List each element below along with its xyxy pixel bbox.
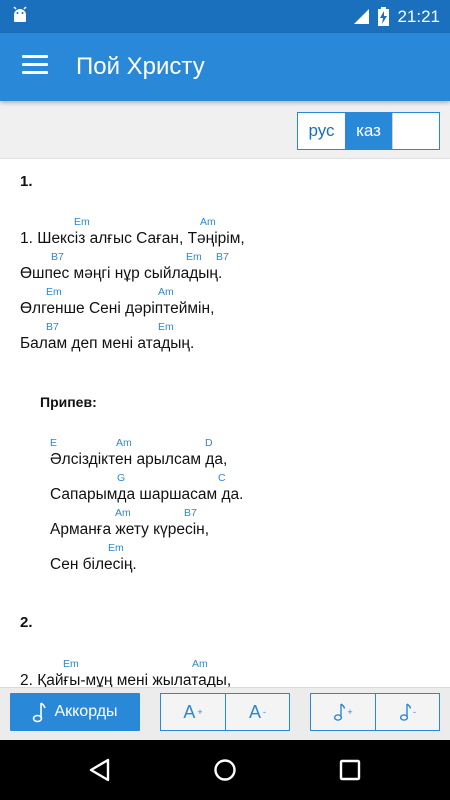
language-bar [0, 101, 450, 159]
chord: B7 [46, 321, 59, 333]
back-icon[interactable] [86, 756, 114, 784]
chord: Am [116, 437, 132, 449]
home-icon[interactable] [211, 756, 239, 784]
language-option-rus[interactable]: рус [298, 113, 345, 149]
chord-line [50, 472, 440, 484]
chorus-label: Припев: [40, 394, 97, 410]
chord: B7 [184, 507, 197, 519]
song-content[interactable] [0, 160, 450, 687]
navigation-bar [0, 740, 450, 800]
chords-button-label: Аккорды [54, 703, 118, 720]
chord-line [20, 216, 440, 228]
chord-line [20, 286, 440, 298]
chord: Am [192, 658, 208, 670]
font-decrease-button[interactable] [225, 694, 289, 730]
lyric-line: 2. Қайғы-мұң мені жылатады, [20, 672, 232, 687]
font-decrease-letter: A [248, 701, 261, 722]
chord: Em [74, 216, 90, 228]
chord: Em [158, 321, 174, 333]
chord-line [50, 507, 440, 519]
chord: Em [46, 286, 62, 298]
chord: Em [108, 542, 124, 554]
app-bar [0, 33, 450, 101]
chord: Am [115, 507, 131, 519]
language-option-empty [392, 113, 439, 149]
font-decrease-sign: - [263, 707, 266, 717]
transpose-down-button[interactable] [375, 694, 439, 730]
chord: D [205, 437, 213, 449]
chord: Am [158, 286, 174, 298]
verse-number: 2. [20, 614, 33, 631]
music-note-icon [32, 701, 46, 723]
lyric-line: 1. Шексіз алғыс Саған, Тәңірім, [20, 230, 245, 247]
hamburger-menu-icon[interactable] [22, 55, 48, 77]
lyric-line: Арманға жету күресін, [50, 521, 210, 538]
page-title: Пой Христу [76, 53, 205, 80]
chord: C [218, 472, 226, 484]
chord: Em [186, 251, 202, 263]
status-time: 21:21 [397, 6, 440, 26]
lyric-line: Сен білесің. [50, 556, 137, 573]
lyric-line: Өшпес мәңгі нұр сыйладың. [20, 265, 223, 282]
chord: Em [63, 658, 79, 670]
chord: Am [200, 216, 216, 228]
chords-button[interactable] [10, 693, 140, 731]
signal-icon [353, 8, 370, 25]
font-increase-sign: + [197, 707, 203, 717]
chord-line [50, 542, 440, 554]
chord-line [20, 658, 440, 670]
chord-line [50, 437, 440, 449]
transpose-group [310, 693, 440, 731]
chord: E [50, 437, 58, 449]
language-toggle [297, 112, 440, 150]
transpose-up-button[interactable] [311, 694, 375, 730]
chord: B7 [216, 251, 229, 263]
music-note-icon [399, 702, 411, 722]
lyric-line: Балам деп мені атадың. [20, 335, 195, 352]
chord-line [20, 251, 440, 263]
chord: B7 [51, 251, 64, 263]
font-increase-button[interactable] [161, 694, 225, 730]
font-increase-letter: A [183, 701, 196, 722]
language-option-kaz[interactable]: каз [345, 113, 392, 149]
lyric-line: Сапарымда шаршасам да. [50, 486, 244, 503]
lyric-line: Әлсіздіктен арылсам да, [50, 451, 228, 468]
lyric-line: Өлгенше Сені дәріптеймін, [20, 300, 215, 317]
android-icon [10, 6, 30, 26]
chord: G [117, 472, 126, 484]
chord-line [20, 321, 440, 333]
verse-number: 1. [20, 173, 33, 190]
music-note-icon [333, 702, 345, 722]
transpose-up-sign: + [347, 707, 353, 717]
status-bar [0, 0, 450, 33]
bottom-toolbar [0, 687, 450, 740]
battery-charging-icon [378, 7, 389, 26]
transpose-down-sign: - [413, 707, 416, 717]
recents-icon[interactable] [336, 756, 364, 784]
font-size-group [160, 693, 290, 731]
